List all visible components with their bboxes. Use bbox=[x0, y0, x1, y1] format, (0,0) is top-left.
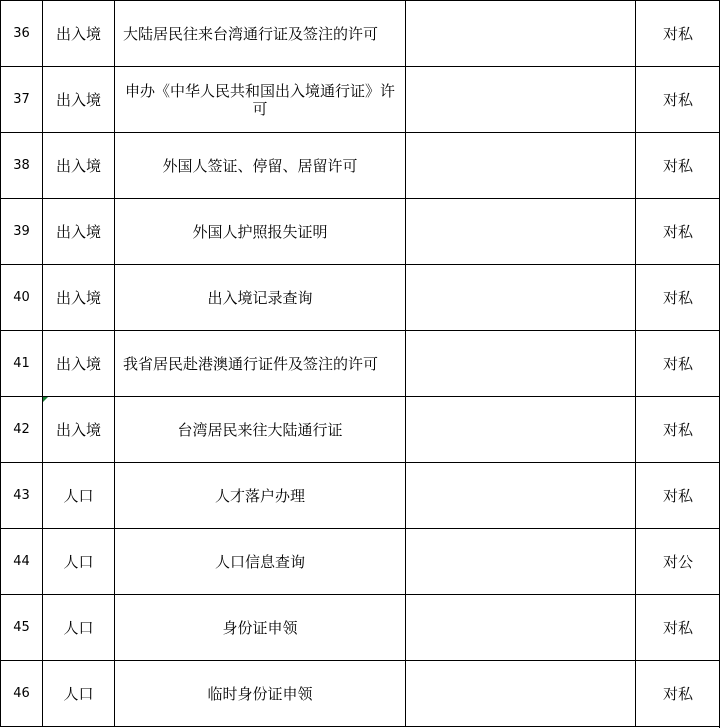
note-cell[interactable] bbox=[406, 265, 636, 331]
type-cell[interactable]: 对私 bbox=[636, 661, 720, 727]
row-number[interactable]: 41 bbox=[1, 331, 43, 397]
note-cell[interactable] bbox=[406, 661, 636, 727]
category-cell[interactable]: 出入境 bbox=[43, 1, 115, 67]
service-name-cell[interactable]: 临时身份证申领 bbox=[115, 661, 406, 727]
note-cell[interactable] bbox=[406, 463, 636, 529]
service-name-cell[interactable]: 申办《中华人民共和国出入境通行证》许可 bbox=[115, 67, 406, 133]
type-cell[interactable]: 对私 bbox=[636, 67, 720, 133]
service-name-cell[interactable]: 外国人护照报失证明 bbox=[115, 199, 406, 265]
note-cell[interactable] bbox=[406, 67, 636, 133]
table-row[interactable] bbox=[1, 331, 720, 397]
note-cell[interactable] bbox=[406, 199, 636, 265]
service-name-cell[interactable]: 外国人签证、停留、居留许可 bbox=[115, 133, 406, 199]
service-name-cell[interactable]: 人口信息查询 bbox=[115, 529, 406, 595]
type-cell[interactable]: 对私 bbox=[636, 331, 720, 397]
note-cell[interactable] bbox=[406, 397, 636, 463]
service-name-cell[interactable]: 我省居民赴港澳通行证件及签注的许可 bbox=[115, 331, 406, 397]
category-cell[interactable]: 人口 bbox=[43, 529, 115, 595]
table-row[interactable] bbox=[1, 265, 720, 331]
table-row[interactable] bbox=[1, 1, 720, 67]
table-row[interactable] bbox=[1, 595, 720, 661]
row-number[interactable]: 43 bbox=[1, 463, 43, 529]
row-number[interactable]: 40 bbox=[1, 265, 43, 331]
row-number[interactable]: 44 bbox=[1, 529, 43, 595]
table-row[interactable] bbox=[1, 199, 720, 265]
type-cell[interactable]: 对私 bbox=[636, 133, 720, 199]
service-name-cell[interactable]: 出入境记录查询 bbox=[115, 265, 406, 331]
category-cell[interactable]: 出入境 bbox=[43, 67, 115, 133]
category-cell[interactable]: 人口 bbox=[43, 661, 115, 727]
type-cell[interactable]: 对私 bbox=[636, 595, 720, 661]
table-row[interactable] bbox=[1, 397, 720, 463]
type-cell[interactable]: 对公 bbox=[636, 529, 720, 595]
table-row[interactable] bbox=[1, 661, 720, 727]
table-row[interactable] bbox=[1, 67, 720, 133]
category-cell[interactable]: 出入境 bbox=[43, 199, 115, 265]
category-cell[interactable]: 人口 bbox=[43, 595, 115, 661]
note-cell[interactable] bbox=[406, 331, 636, 397]
note-cell[interactable] bbox=[406, 595, 636, 661]
row-number[interactable]: 46 bbox=[1, 661, 43, 727]
row-number[interactable]: 36 bbox=[1, 1, 43, 67]
type-cell[interactable]: 对私 bbox=[636, 463, 720, 529]
service-name-cell[interactable]: 大陆居民往来台湾通行证及签注的许可 bbox=[115, 1, 406, 67]
service-name-cell[interactable]: 人才落户办理 bbox=[115, 463, 406, 529]
note-cell[interactable] bbox=[406, 1, 636, 67]
category-cell[interactable]: 人口 bbox=[43, 463, 115, 529]
table-row[interactable] bbox=[1, 529, 720, 595]
type-cell[interactable]: 对私 bbox=[636, 397, 720, 463]
cell-comment-marker bbox=[43, 397, 48, 402]
category-cell[interactable]: 出入境 bbox=[43, 331, 115, 397]
table-row[interactable] bbox=[1, 463, 720, 529]
type-cell[interactable]: 对私 bbox=[636, 1, 720, 67]
note-cell[interactable] bbox=[406, 529, 636, 595]
row-number[interactable]: 38 bbox=[1, 133, 43, 199]
service-name-cell[interactable]: 身份证申领 bbox=[115, 595, 406, 661]
type-cell[interactable]: 对私 bbox=[636, 199, 720, 265]
service-name-cell[interactable]: 台湾居民来往大陆通行证 bbox=[115, 397, 406, 463]
category-cell[interactable]: 出入境 bbox=[43, 265, 115, 331]
row-number[interactable]: 39 bbox=[1, 199, 43, 265]
type-cell[interactable]: 对私 bbox=[636, 265, 720, 331]
row-number[interactable]: 45 bbox=[1, 595, 43, 661]
note-cell[interactable] bbox=[406, 133, 636, 199]
category-cell[interactable]: 出入境 bbox=[43, 133, 115, 199]
category-cell[interactable]: 出入境 bbox=[43, 397, 115, 463]
row-number[interactable]: 42 bbox=[1, 397, 43, 463]
row-number[interactable]: 37 bbox=[1, 67, 43, 133]
table-row[interactable] bbox=[1, 133, 720, 199]
